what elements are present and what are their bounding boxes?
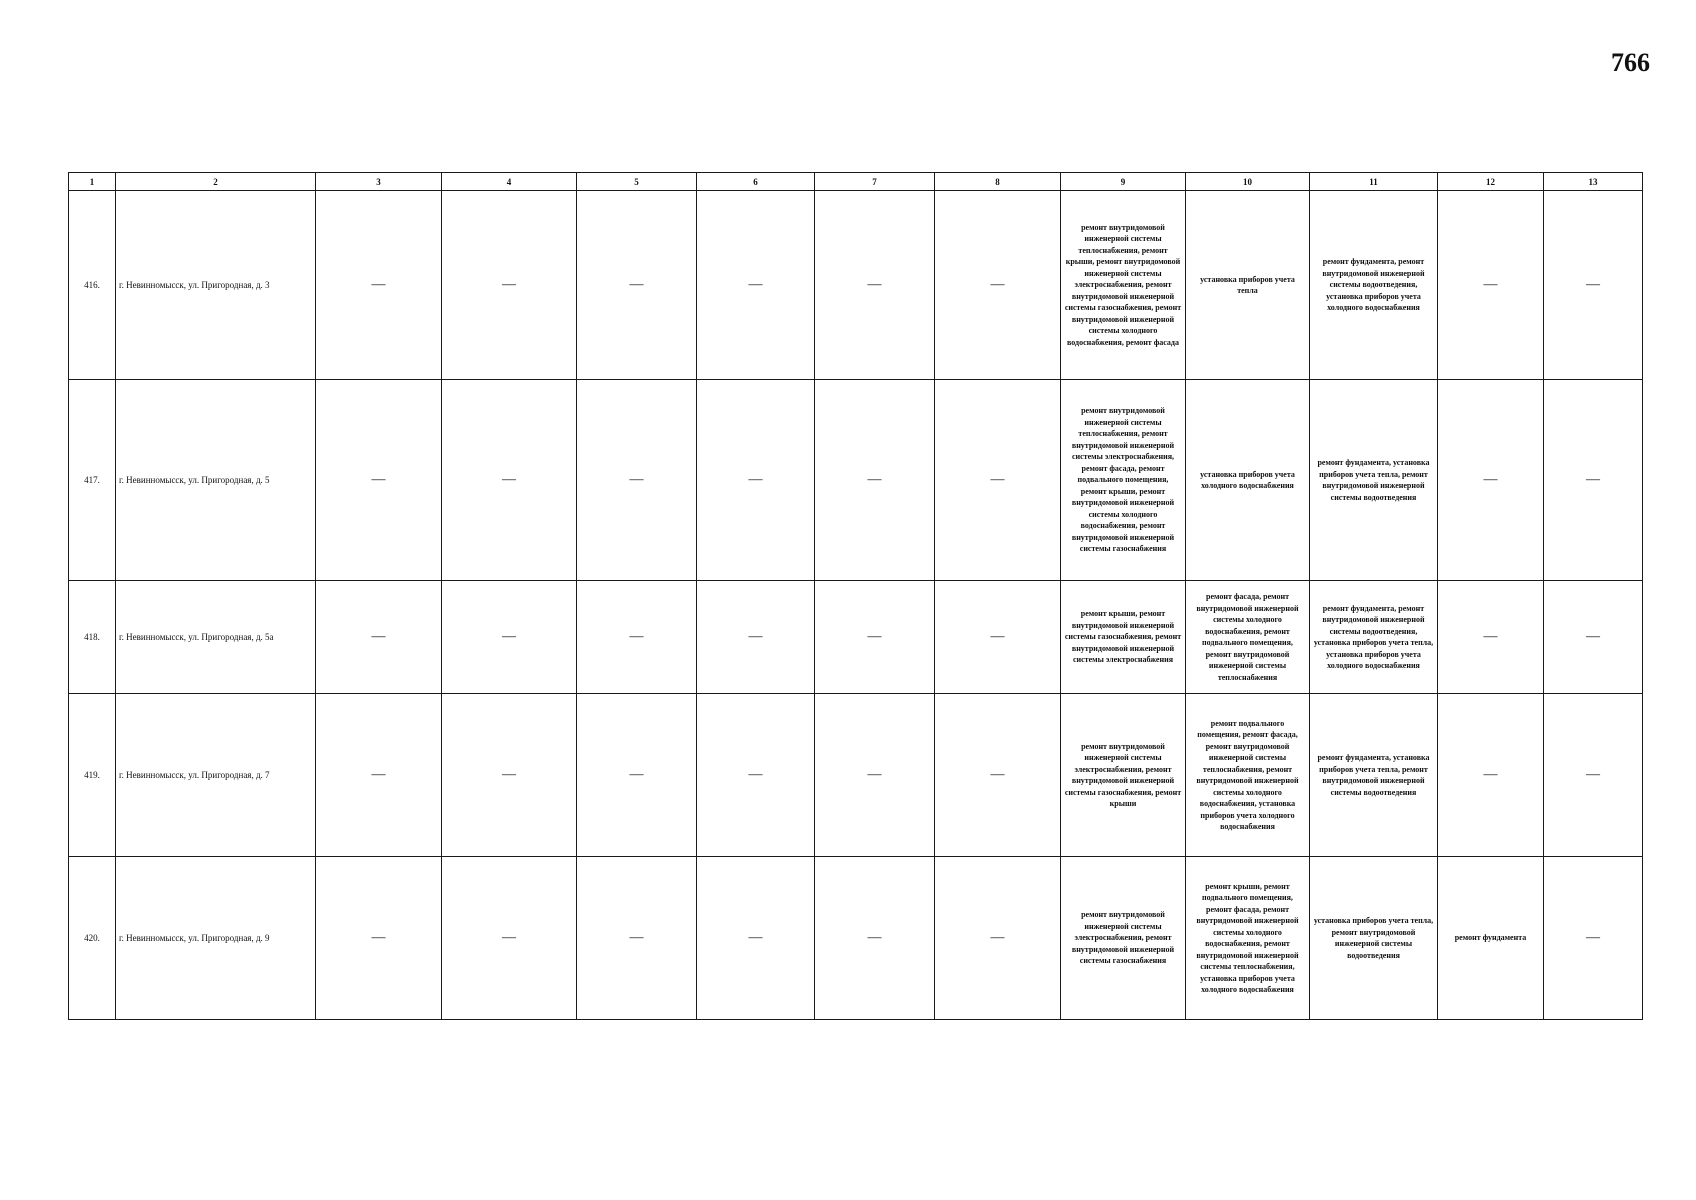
empty-dash-cell: — bbox=[577, 857, 697, 1020]
empty-dash-cell: — bbox=[316, 191, 442, 380]
empty-dash-cell: — bbox=[442, 380, 577, 581]
empty-dash-cell: — bbox=[316, 857, 442, 1020]
empty-dash-cell: — bbox=[577, 581, 697, 694]
empty-dash-cell: — bbox=[815, 380, 935, 581]
empty-dash-cell: — bbox=[815, 694, 935, 857]
empty-dash-cell: — bbox=[442, 857, 577, 1020]
empty-dash-cell: — bbox=[815, 191, 935, 380]
works-cell-col12: — bbox=[1438, 191, 1544, 380]
works-cell-col11: ремонт фундамента, установка приборов учета тепла, ремонт внутридомовой инженерной системы водоотведения bbox=[1310, 694, 1438, 857]
empty-dash-cell: — bbox=[697, 191, 815, 380]
works-cell-col10: ремонт крыши, ремонт подвального помещения, ремонт фасада, ремонт внутридомовой инженерной системы холодного водоснабжения, ремонт внутридомовой инженерной системы теплоснабжения, установка приборов учета холодного водоснабжения bbox=[1186, 857, 1310, 1020]
empty-dash-cell: — bbox=[442, 694, 577, 857]
column-header: 1 bbox=[69, 173, 116, 191]
column-header: 13 bbox=[1544, 173, 1643, 191]
works-cell-col11: ремонт фундамента, ремонт внутридомовой инженерной системы водоотведения, установка приборов учета холодного водоснабжения bbox=[1310, 191, 1438, 380]
table-row bbox=[69, 694, 1643, 857]
empty-dash-cell: — bbox=[935, 694, 1061, 857]
works-cell-col9: ремонт внутридомовой инженерной системы электроснабжения, ремонт внутридомовой инженерной системы газоснабжения, ремонт крыши bbox=[1061, 694, 1186, 857]
repair-program-table bbox=[68, 172, 1643, 1020]
column-header: 8 bbox=[935, 173, 1061, 191]
table-row bbox=[69, 581, 1643, 694]
column-header: 4 bbox=[442, 173, 577, 191]
column-header: 2 bbox=[116, 173, 316, 191]
table-row bbox=[69, 380, 1643, 581]
works-cell-col11: ремонт фундамента, ремонт внутридомовой инженерной системы водоотведения, установка приборов учета тепла, установка приборов учета холодного водоснабжения bbox=[1310, 581, 1438, 694]
empty-dash-cell: — bbox=[577, 694, 697, 857]
table-row bbox=[69, 857, 1643, 1020]
works-cell-col13: — bbox=[1544, 694, 1643, 857]
empty-dash-cell: — bbox=[316, 380, 442, 581]
works-cell-col13: — bbox=[1544, 380, 1643, 581]
empty-dash-cell: — bbox=[815, 581, 935, 694]
column-number-row bbox=[69, 173, 1643, 191]
empty-dash-cell: — bbox=[442, 191, 577, 380]
address-cell: г. Невинномысск, ул. Пригородная, д. 5 bbox=[116, 380, 316, 581]
column-header: 5 bbox=[577, 173, 697, 191]
empty-dash-cell: — bbox=[697, 694, 815, 857]
empty-dash-cell: — bbox=[697, 857, 815, 1020]
works-cell-col11: ремонт фундамента, установка приборов учета тепла, ремонт внутридомовой инженерной системы водоотведения bbox=[1310, 380, 1438, 581]
empty-dash-cell: — bbox=[697, 581, 815, 694]
works-cell-col13: — bbox=[1544, 191, 1643, 380]
works-cell-col9: ремонт внутридомовой инженерной системы теплоснабжения, ремонт внутридомовой инженерной системы электроснабжения, ремонт фасада, ремонт подвального помещения, ремонт крыши, ремонт внутридомовой инженерной системы холодного водоснабжения, ремонт внутридомовой инженерной системы газоснабжения bbox=[1061, 380, 1186, 581]
column-header: 11 bbox=[1310, 173, 1438, 191]
row-number: 419. bbox=[69, 694, 116, 857]
works-cell-col12: — bbox=[1438, 581, 1544, 694]
address-cell: г. Невинномысск, ул. Пригородная, д. 5а bbox=[116, 581, 316, 694]
empty-dash-cell: — bbox=[442, 581, 577, 694]
address-cell: г. Невинномысск, ул. Пригородная, д. 9 bbox=[116, 857, 316, 1020]
table-row bbox=[69, 191, 1643, 380]
works-cell-col11: установка приборов учета тепла, ремонт внутридомовой инженерной системы водоотведения bbox=[1310, 857, 1438, 1020]
row-number: 417. bbox=[69, 380, 116, 581]
empty-dash-cell: — bbox=[935, 191, 1061, 380]
works-cell-col9: ремонт внутридомовой инженерной системы теплоснабжения, ремонт крыши, ремонт внутридомовой инженерной системы электроснабжения, ремонт внутридомовой инженерной системы газоснабжения, ремонт внутридомовой инженерной системы холодного водоснабжения, ремонт фасада bbox=[1061, 191, 1186, 380]
address-cell: г. Невинномысск, ул. Пригородная, д. 7 bbox=[116, 694, 316, 857]
works-cell-col9: ремонт крыши, ремонт внутридомовой инженерной системы газоснабжения, ремонт внутридомовой инженерной системы электроснабжения bbox=[1061, 581, 1186, 694]
row-number: 416. bbox=[69, 191, 116, 380]
works-cell-col12: — bbox=[1438, 380, 1544, 581]
column-header: 7 bbox=[815, 173, 935, 191]
works-cell-col12: ремонт фундамента bbox=[1438, 857, 1544, 1020]
column-header: 6 bbox=[697, 173, 815, 191]
empty-dash-cell: — bbox=[935, 857, 1061, 1020]
empty-dash-cell: — bbox=[935, 380, 1061, 581]
works-cell-col10: ремонт фасада, ремонт внутридомовой инженерной системы холодного водоснабжения, ремонт подвального помещения, ремонт внутридомовой инженерной системы теплоснабжения bbox=[1186, 581, 1310, 694]
empty-dash-cell: — bbox=[316, 694, 442, 857]
works-cell-col10: установка приборов учета холодного водоснабжения bbox=[1186, 380, 1310, 581]
column-header: 12 bbox=[1438, 173, 1544, 191]
column-header: 10 bbox=[1186, 173, 1310, 191]
works-cell-col12: — bbox=[1438, 694, 1544, 857]
empty-dash-cell: — bbox=[697, 380, 815, 581]
row-number: 420. bbox=[69, 857, 116, 1020]
page-number: 766 bbox=[1611, 48, 1650, 77]
address-cell: г. Невинномысск, ул. Пригородная, д. 3 bbox=[116, 191, 316, 380]
row-number: 418. bbox=[69, 581, 116, 694]
works-cell-col13: — bbox=[1544, 857, 1643, 1020]
works-cell-col10: установка приборов учета тепла bbox=[1186, 191, 1310, 380]
works-cell-col13: — bbox=[1544, 581, 1643, 694]
works-cell-col9: ремонт внутридомовой инженерной системы электроснабжения, ремонт внутридомовой инженерной системы газоснабжения bbox=[1061, 857, 1186, 1020]
empty-dash-cell: — bbox=[316, 581, 442, 694]
empty-dash-cell: — bbox=[935, 581, 1061, 694]
column-header: 9 bbox=[1061, 173, 1186, 191]
empty-dash-cell: — bbox=[577, 191, 697, 380]
column-header: 3 bbox=[316, 173, 442, 191]
works-cell-col10: ремонт подвального помещения, ремонт фасада, ремонт внутридомовой инженерной системы теплоснабжения, ремонт внутридомовой инженерной системы холодного водоснабжения, установка приборов учета холодного водоснабжения bbox=[1186, 694, 1310, 857]
empty-dash-cell: — bbox=[577, 380, 697, 581]
empty-dash-cell: — bbox=[815, 857, 935, 1020]
